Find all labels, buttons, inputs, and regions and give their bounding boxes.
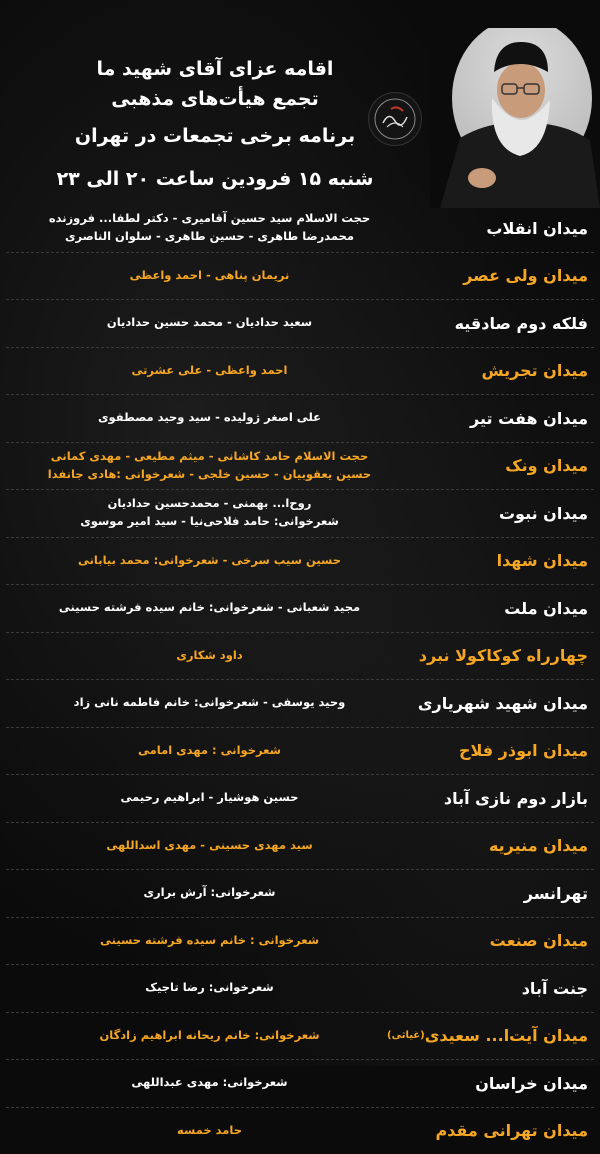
participants-line: شعرخوانی: خانم ریحانه ابراهیم زادگان (10, 1027, 409, 1045)
header-line-1: اقامه عزای آقای شهید ما (40, 58, 390, 80)
participants (10, 870, 409, 917)
location-label: میدان خراسان (475, 1060, 588, 1107)
participants-line: شعرخوانی: حامد فلاحی‌نیا - سید امیر موسوی (10, 513, 409, 531)
header (0, 0, 600, 205)
location-label: میدان ملت (504, 585, 588, 632)
location-label: میدان شهدا (497, 538, 588, 585)
participants-line: شعرخوانی : مهدی امامی (10, 742, 409, 760)
participants (10, 538, 409, 585)
list-item (6, 490, 594, 538)
participants (10, 680, 409, 727)
list-item (6, 1013, 594, 1061)
location-label: میدان شهید شهریاری (418, 680, 588, 727)
participants-line: حجت الاسلام حامد کاشانی - میثم مطیعی - مهدی کمانی (10, 448, 409, 466)
location-label: تهرانسر (524, 870, 588, 917)
header-line-2: تجمع هیأت‌های مذهبی (40, 88, 390, 110)
participants-line: شعرخوانی: مهدی عبداللهی (10, 1074, 409, 1092)
location-label: میدان ابوذر فلاح (459, 728, 588, 775)
participants (10, 253, 409, 300)
participants-line: سعید حدادیان - محمد حسین حدادیان (10, 314, 409, 332)
participants-line: مجید شعبانی - شعرخوانی: خانم سیده فرشته حسینی (10, 599, 409, 617)
participants-line: وحید یوسفی - شعرخوانی: خانم فاطمه نانی زاد (10, 694, 409, 712)
location-label: چهارراه کوکاکولا نبرد (419, 633, 588, 680)
list-item (6, 918, 594, 966)
list-item (6, 300, 594, 348)
participants-line: محمدرضا طاهری - حسین طاهری - سلوان الناصری (10, 228, 409, 246)
participants (10, 1108, 409, 1154)
participants-line: سید مهدی حسینی - مهدی اسداللهی (10, 837, 409, 855)
portrait-image (430, 28, 600, 208)
participants-line: داود شکاری (10, 647, 409, 665)
location-label: میدان ونک (505, 443, 588, 490)
participants (10, 348, 409, 395)
participants (10, 918, 409, 965)
list-item (6, 253, 594, 301)
list-item (6, 728, 594, 776)
participants (10, 633, 409, 680)
participants-line: شعرخوانی: رضا تاجیک (10, 979, 409, 997)
list-item (6, 1060, 594, 1108)
list-item (6, 633, 594, 681)
participants (10, 1060, 409, 1107)
location-label (387, 1013, 588, 1060)
list-item (6, 585, 594, 633)
participants (10, 395, 409, 442)
participants (10, 823, 409, 870)
calligraphy-seal-icon (368, 92, 422, 146)
participants-line: حامد خمسه (10, 1122, 409, 1140)
location-label: جنت آباد (522, 965, 588, 1012)
participants-line: علی اصغر ژولیده - سید وحید مصطفوی (10, 409, 409, 427)
list-item (6, 775, 594, 823)
location-label: میدان هفت تیر (470, 395, 588, 442)
location-note: (غیاثی) (387, 1030, 425, 1041)
location-label: میدان انقلاب (486, 205, 588, 252)
list-item (6, 965, 594, 1013)
location-label: میدان منیریه (489, 823, 588, 870)
header-line-4: شنبه ۱۵ فرودین ساعت ۲۰ الی ۲۳ (40, 168, 390, 190)
participants-line: شعرخوانی: آرش براری (10, 884, 409, 902)
participants-line: حجت الاسلام سید حسین آقامیری - دکتر لطفا... فروزنده (10, 210, 409, 228)
location-name: میدان آیت‌ا... سعیدی (425, 1026, 588, 1045)
participants-line: حسین سیب سرخی - شعرخوانی: محمد بیابانی (10, 552, 409, 570)
list-item (6, 1108, 594, 1154)
participants (10, 205, 409, 252)
location-label: میدان ولی عصر (463, 253, 588, 300)
participants-line: نریمان پناهی - احمد واعظی (10, 267, 409, 285)
participants (10, 728, 409, 775)
participants (10, 490, 409, 537)
location-label: میدان تهرانی مقدم (435, 1108, 588, 1154)
list-item (6, 205, 594, 253)
list-item (6, 823, 594, 871)
participants (10, 1013, 409, 1060)
participants (10, 775, 409, 822)
list-item (6, 870, 594, 918)
location-label: میدان نبوت (499, 490, 588, 537)
list-item (6, 680, 594, 728)
participants-line: روح‌ا... بهمنی - محمدحسین حدادیان (10, 495, 409, 513)
location-label: فلکه دوم صادقیه (455, 300, 588, 347)
location-label: میدان صنعت (490, 918, 588, 965)
list-item (6, 443, 594, 491)
participants-line: احمد واعظی - علی عشرتی (10, 362, 409, 380)
participants (10, 443, 409, 490)
participants (10, 300, 409, 347)
list-item (6, 395, 594, 443)
location-label: بازار دوم نازی آباد (444, 775, 588, 822)
list-item (6, 348, 594, 396)
schedule-list (0, 205, 600, 1154)
participants-line: حسین هوشیار - ابراهیم رحیمی (10, 789, 409, 807)
participants-line: حسین یعقوبیان - حسین خلجی - شعرخوانی :هادی جانفدا (10, 466, 409, 484)
participants-line: شعرخوانی : خانم سیده فرشته حسینی (10, 932, 409, 950)
participants (10, 965, 409, 1012)
list-item (6, 538, 594, 586)
header-line-3: برنامه برخی تجمعات در تهران (40, 125, 390, 147)
location-label: میدان تجریش (481, 348, 588, 395)
participants (10, 585, 409, 632)
